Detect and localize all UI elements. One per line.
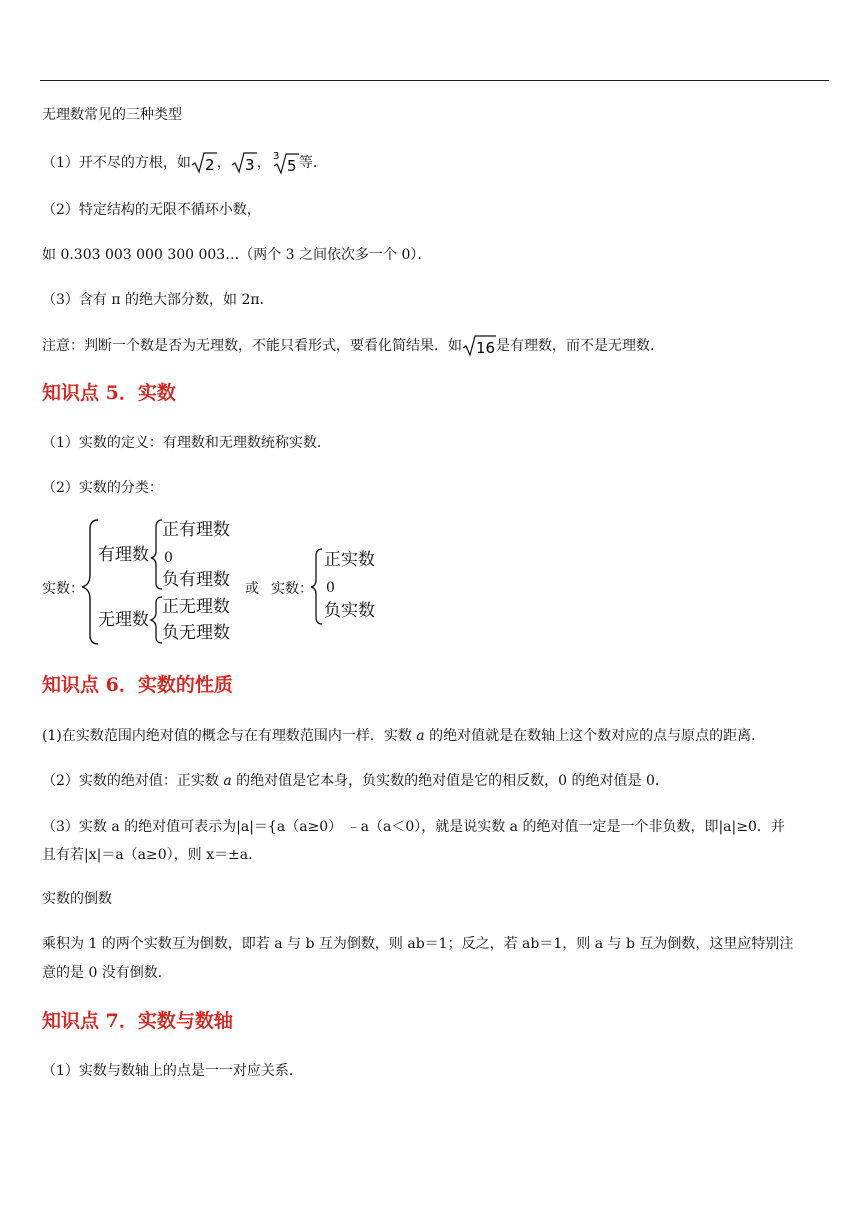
k6-p1-var: a: [416, 728, 425, 744]
sqrt-16-radicand: 16: [476, 339, 496, 357]
intro-item-2-example: 如 0.303 003 000 300 003…（两个 3 之间依次多一个 0）．: [42, 247, 432, 263]
sqrt-2: [191, 151, 217, 175]
reciprocal-title: 实数的倒数: [42, 891, 112, 907]
intro-item-1-suffix: 等．: [298, 155, 327, 171]
brace-irrational: [151, 597, 162, 643]
k6-p2-b: 的绝对值是它本身，负实数的绝对值是它的相反数，0 的绝对值是 0．: [231, 773, 669, 789]
diagram-negative-irrational: 负无理数: [162, 623, 230, 643]
diagram-irrational: 无理数: [98, 610, 149, 630]
intro-note-prefix: 注意：判断一个数是否为无理数，不能只看形式，要看化简结果．如: [42, 338, 462, 354]
classification-diagram: [0, 515, 420, 650]
k6-property-2: [42, 771, 669, 791]
diagram-positive-real: 正实数: [324, 550, 375, 570]
diagram-zero: 0: [164, 550, 173, 566]
intro-item-3: （3）含有 π 的绝大部分数，如 2π．: [42, 292, 274, 308]
cube-root-5: [271, 150, 299, 176]
sqrt-3: [231, 151, 257, 175]
intro-note-suffix: 是有理数，而不是无理数．: [496, 338, 664, 354]
k6-property-1: [42, 726, 765, 746]
diagram-zero-2: 0: [326, 580, 335, 596]
cube-root-index: 3: [272, 151, 280, 162]
k5-definition: （1）实数的定义：有理数和无理数统称实数．: [42, 435, 331, 451]
intro-item-1: [42, 150, 327, 176]
intro-note: [42, 334, 664, 358]
k6-property-3-line-1: （3）实数 a 的绝对值可表示为|a|＝{a（a≥0） ﹣a（a＜0），就是说实数 a 的绝对值一定是一个非负数，即|a|≥0．并: [42, 819, 785, 835]
intro-item-1-sep-1: ，: [216, 155, 231, 171]
brace-rational: [151, 520, 162, 589]
sqrt-16: [462, 334, 496, 358]
intro-title: 无理数常见的三种类型: [42, 107, 182, 123]
intro-item-1-prefix: （1）开不尽的方根，如: [42, 155, 191, 171]
k5-classification-label: （2）实数的分类：: [42, 480, 163, 496]
heading-k5: 知识点 5．实数: [42, 382, 176, 404]
heading-k6: 知识点 6．实数的性质: [42, 674, 233, 696]
k7-property-1: （1）实数与数轴上的点是一一对应关系．: [42, 1063, 303, 1079]
intro-item-1-sep-2: ，: [256, 155, 271, 171]
k6-p2-var: a: [223, 773, 232, 789]
diagram-negative-real: 负实数: [324, 601, 375, 621]
sqrt-3-radicand: 3: [244, 156, 255, 174]
k6-p1-b: 的绝对值就是在数轴上这个数对应的点与原点的距离．: [424, 728, 766, 744]
heading-k7: 知识点 7．实数与数轴: [42, 1010, 233, 1032]
cube-root-5-radicand: 5: [286, 157, 297, 175]
sqrt-2-radicand: 2: [204, 156, 215, 174]
header-rule: [40, 80, 829, 81]
diagram-positive-rational: 正有理数: [162, 520, 230, 540]
k6-p1-a: (1)在实数范围内绝对值的概念与在有理数范围内一样．实数: [42, 728, 417, 744]
reciprocal-line-2: 意的是 0 没有倒数．: [42, 965, 172, 981]
diagram-positive-irrational: 正无理数: [162, 597, 230, 617]
diagram-label-right: 实数：: [271, 581, 313, 597]
k6-p2-a: （2）实数的绝对值：正实数: [42, 773, 224, 789]
diagram-negative-rational: 负有理数: [162, 570, 230, 590]
k6-property-3-line-2: 且有若|x|＝a（a≥0），则 x＝±a．: [42, 847, 263, 863]
diagram-or: 或: [245, 581, 259, 597]
diagram-label-left: 实数：: [42, 581, 84, 597]
diagram-rational: 有理数: [98, 545, 149, 565]
brace-real: [82, 520, 98, 644]
reciprocal-line-1: 乘积为 1 的两个实数互为倒数，即若 a 与 b 互为倒数，则 ab＝1；反之，若 ab＝1，则 a 与 b 互为倒数，这里应特别注: [42, 936, 794, 952]
intro-item-2: （2）特定结构的无限不循环小数，: [42, 202, 261, 218]
